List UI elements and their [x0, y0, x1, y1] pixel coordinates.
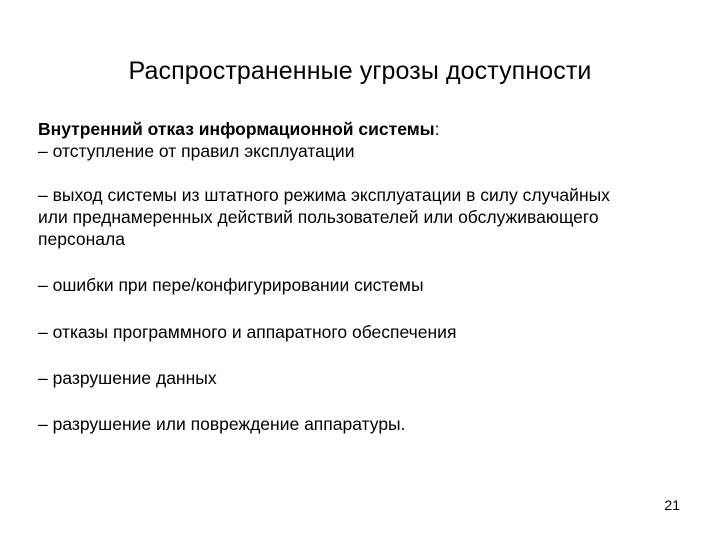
- list-item-data-destruction: – разрушение данных: [38, 368, 217, 388]
- list-item-rules-violation: – отступление от правил эксплуатации: [38, 141, 355, 161]
- list-item-abnormal-mode: [38, 184, 702, 250]
- list-item-software-hardware-failures: – отказы программного и аппаратного обеспечения: [38, 322, 457, 342]
- list-item-hardware-damage: – разрушение или повреждение аппаратуры.: [38, 414, 406, 434]
- list-item-configuration-errors: – ошибки при пере/конфигурировании системы: [38, 275, 424, 295]
- slide-body: [38, 118, 702, 435]
- page-number: 21: [664, 497, 680, 513]
- heading-bold-text: Внутренний отказ информационной системы: [38, 119, 435, 139]
- heading-line: [38, 118, 702, 140]
- heading-colon: :: [434, 119, 440, 139]
- slide-title: Распространенные угрозы доступности: [128, 57, 592, 85]
- list-item-line: – выход системы из штатного режима эксплуатации в силу случайных: [38, 185, 610, 205]
- list-item-line: или преднамеренных действий пользователей или обслуживающего: [38, 207, 599, 227]
- list-item-line: персонала: [38, 229, 125, 249]
